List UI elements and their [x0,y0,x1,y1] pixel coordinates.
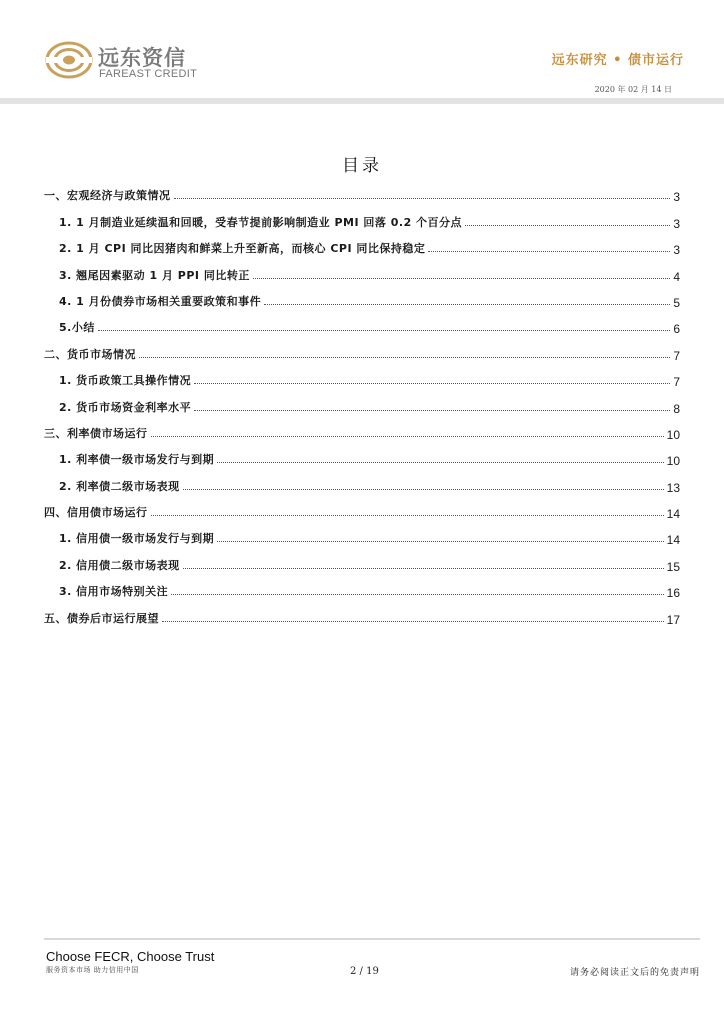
toc-title: 目录 [342,156,382,176]
toc-dot-leader [217,540,663,542]
toc-entry[interactable] [44,205,680,231]
toc-entry-label: 一、宏观经济与政策情况 [44,189,171,203]
toc-entry-page: 7 [673,375,680,390]
toc-dot-leader [174,197,671,199]
toc-entry-page: 5 [673,295,680,310]
toc-entry-page: 13 [666,480,680,495]
toc-dot-leader [465,224,670,226]
toc-entry-page: 6 [673,322,680,337]
toc-dot-leader [217,461,663,463]
toc-entry[interactable] [44,258,680,284]
toc-entry-page: 10 [666,454,680,469]
toc-entry-page: 14 [666,507,680,522]
toc-entry[interactable] [44,364,680,390]
toc-entry-page: 4 [673,269,680,284]
toc-dot-leader [151,435,664,437]
toc-dot-leader [151,514,664,516]
toc-entry-page: 3 [673,190,680,205]
toc-entry-label: 二、货币市场情况 [44,347,136,361]
toc-entry-label: 2. 1 月 CPI 同比因猪肉和鲜菜上升至新高，而核心 CPI 同比保持稳定 [59,242,426,256]
toc-entry[interactable] [44,443,680,469]
toc-entry-page: 8 [673,401,680,416]
report-date: 2020 年 02 月 14 日 [594,85,672,94]
toc-entry-label: 四、信用债市场运行 [44,506,148,520]
brand-name-cn: 远东资信 [98,46,186,70]
toc-dot-leader [171,593,663,595]
toc-dot-leader [183,488,664,490]
page-header [0,0,724,104]
table-of-contents [44,179,680,628]
page-number: 2 / 19 [350,966,379,977]
toc-entry-label: 1. 1 月制造业延续温和回暖，受春节提前影响制造业 PMI 回落 0.2 个百分点 [59,215,463,229]
toc-dot-leader [183,567,664,569]
footer-divider [44,938,700,940]
toc-entry-label: 1. 货币政策工具操作情况 [59,374,192,388]
toc-entry-label: 5.小结 [59,321,95,335]
toc-entry[interactable] [44,548,680,574]
toc-entry[interactable] [44,337,680,363]
toc-entry-page: 3 [673,243,680,258]
toc-entry-label: 2. 信用债二级市场表现 [59,558,180,572]
toc-entry-label: 3. 信用市场特别关注 [59,585,169,599]
toc-entry-page: 10 [666,427,680,442]
toc-entry-page: 3 [673,216,680,231]
toc-dot-leader [428,250,670,252]
toc-dot-leader [194,382,670,384]
footer-sub-slogan: 服务资本市场 助力信用中国 [46,966,139,974]
toc-entry-page: 16 [666,586,680,601]
toc-entry[interactable] [44,522,680,548]
toc-entry[interactable] [44,601,680,627]
toc-entry[interactable] [44,285,680,311]
toc-dot-leader [162,620,664,622]
toc-entry[interactable] [44,179,680,205]
toc-entry-page: 14 [666,533,680,548]
toc-dot-leader [194,409,670,411]
toc-entry-page: 15 [666,559,680,574]
report-series-title: 远东研究 • 债市运行 [551,53,684,68]
footer-slogan: Choose FECR, Choose Trust [46,949,215,964]
toc-entry-label: 五、债券后市运行展望 [44,611,159,625]
toc-entry-page: 17 [666,612,680,627]
toc-entry-label: 1. 利率债一级市场发行与到期 [59,453,215,467]
toc-dot-leader [253,277,670,279]
toc-dot-leader [98,329,670,331]
brand-name-en: FAREAST CREDIT [99,68,198,80]
toc-entry[interactable] [44,469,680,495]
toc-entry-page: 7 [673,348,680,363]
fareast-credit-logo-icon [44,40,94,80]
header-divider [0,98,724,104]
footer-disclaimer: 请务必阅读正文后的免责声明 [569,968,700,978]
toc-dot-leader [264,303,670,305]
toc-dot-leader [139,356,670,358]
toc-entry[interactable] [44,311,680,337]
toc-entry[interactable] [44,232,680,258]
toc-entry-label: 2. 利率债二级市场表现 [59,479,180,493]
toc-entry-label: 4. 1 月份债券市场相关重要政策和事件 [59,294,262,308]
toc-entry[interactable] [44,575,680,601]
toc-entry[interactable] [44,390,680,416]
toc-entry[interactable] [44,496,680,522]
toc-entry-label: 三、利率债市场运行 [44,426,148,440]
toc-entry-label: 3. 翘尾因素驱动 1 月 PPI 同比转正 [59,268,250,282]
toc-entry[interactable] [44,417,680,443]
toc-entry-label: 1. 信用债一级市场发行与到期 [59,532,215,546]
toc-entry-label: 2. 货币市场资金利率水平 [59,400,192,414]
